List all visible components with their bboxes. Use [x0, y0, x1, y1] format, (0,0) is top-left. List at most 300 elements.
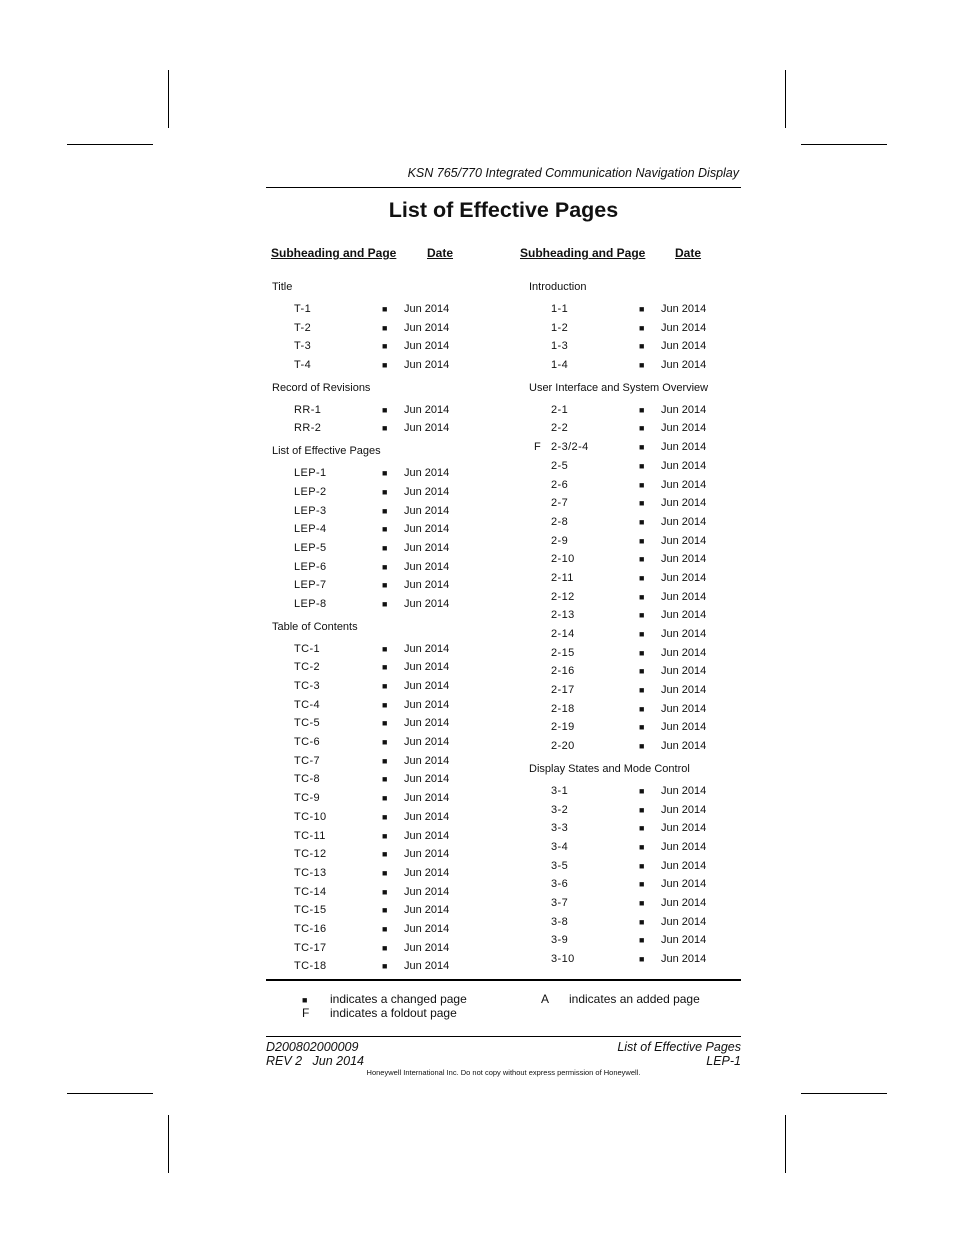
list-item	[272, 677, 472, 696]
legend-added-text: indicates an added page	[569, 992, 700, 1006]
foldout-flag: F	[534, 441, 541, 454]
page-id: TC-4	[294, 698, 321, 711]
list-item	[529, 838, 739, 857]
changed-mark-icon: ■	[382, 561, 388, 572]
changed-mark-icon: ■	[639, 360, 645, 371]
page-id: 2-16	[551, 665, 575, 678]
section-label: Introduction	[529, 281, 587, 293]
list-item	[272, 696, 472, 715]
page-date: Jun 2014	[404, 922, 450, 935]
list-item	[272, 864, 472, 883]
page-date: Jun 2014	[661, 609, 707, 622]
changed-mark-icon: ■	[382, 830, 388, 841]
list-item	[272, 957, 472, 976]
page-id: TC-13	[294, 866, 327, 879]
page-date: Jun 2014	[661, 822, 707, 835]
page-id: 2-18	[551, 702, 575, 715]
changed-mark-icon: ■	[639, 916, 645, 927]
page-id: TC-16	[294, 922, 327, 935]
legend-foldout-symbol: F	[302, 1006, 310, 1020]
right-subheading-header: Subheading and Page	[520, 246, 646, 260]
crop-mark	[801, 1093, 887, 1094]
page-date: Jun 2014	[404, 717, 450, 730]
changed-mark-icon: ■	[382, 304, 388, 314]
list-item	[272, 827, 472, 846]
list-item	[272, 883, 472, 902]
page-id: TC-15	[294, 904, 327, 917]
changed-mark-icon: ■	[382, 811, 388, 822]
left-column	[272, 278, 472, 976]
section-label: List of Effective Pages	[272, 445, 381, 458]
page-date: Jun 2014	[404, 359, 450, 372]
page-id: 3-3	[551, 822, 569, 835]
page-id: TC-5	[294, 717, 321, 730]
page-date: Jun 2014	[661, 359, 707, 372]
crop-mark	[67, 144, 153, 145]
page-id: TC-8	[294, 773, 321, 786]
section-label: Record of Revisions	[272, 381, 371, 394]
page-date: Jun 2014	[661, 721, 707, 734]
crop-mark	[801, 144, 887, 145]
page-date: Jun 2014	[661, 915, 707, 928]
list-item	[529, 718, 739, 737]
footer-section: List of Effective Pages	[617, 1040, 741, 1054]
list-item	[529, 476, 739, 495]
page-date: Jun 2014	[661, 628, 707, 640]
list-item	[272, 770, 472, 789]
list-item	[272, 808, 472, 827]
page-date: Jun 2014	[404, 403, 450, 416]
changed-mark-icon: ■	[639, 535, 645, 546]
changed-mark-icon: ■	[382, 404, 388, 415]
page-date: Jun 2014	[404, 736, 450, 749]
changed-mark-icon: ■	[639, 341, 645, 352]
page-id: 1-2	[551, 321, 569, 334]
list-item	[272, 483, 472, 502]
page-id: 3-5	[551, 859, 569, 872]
list-item	[529, 801, 739, 820]
changed-mark-icon: ■	[639, 516, 645, 527]
page-id: 3-10	[551, 953, 575, 965]
header-rule	[266, 187, 741, 188]
page-date: Jun 2014	[661, 803, 707, 816]
changed-mark-icon: ■	[382, 341, 388, 352]
page-date: Jun 2014	[661, 684, 707, 697]
page-id: 1-3	[551, 340, 569, 353]
footer-left	[266, 1040, 364, 1068]
list-item	[529, 494, 739, 513]
list-item	[272, 595, 472, 614]
page-id: 2-17	[551, 684, 575, 697]
changed-mark-icon: ■	[382, 867, 388, 878]
changed-mark-icon: ■	[382, 542, 388, 553]
page-id: TC-6	[294, 736, 321, 749]
changed-mark-icon: ■	[382, 643, 388, 654]
list-item	[529, 625, 739, 644]
changed-mark-icon: ■	[639, 479, 645, 490]
page-id: LEP-5	[294, 541, 327, 554]
document-title: KSN 765/770 Integrated Communication Navigation Display	[407, 166, 739, 180]
changed-mark-icon: ■	[639, 572, 645, 583]
page-id: RR-1	[294, 403, 322, 416]
list-item	[529, 606, 739, 625]
page-date: Jun 2014	[661, 515, 707, 528]
page-id: T-1	[294, 303, 312, 315]
changed-mark-icon: ■	[382, 755, 388, 766]
page-date: Jun 2014	[661, 553, 707, 566]
list-item	[272, 939, 472, 958]
page-date: Jun 2014	[404, 321, 450, 334]
page-id: 2-12	[551, 590, 575, 603]
right-column	[529, 278, 739, 969]
list-item	[529, 419, 739, 438]
page-date: Jun 2014	[661, 478, 707, 491]
page-id: TC-14	[294, 885, 327, 898]
list-item	[529, 700, 739, 719]
changed-mark-icon: ■	[382, 505, 388, 516]
crop-mark	[168, 1115, 169, 1173]
list-item	[272, 464, 472, 483]
list-item	[529, 513, 739, 532]
crop-mark	[785, 70, 786, 128]
page-date: Jun 2014	[404, 960, 450, 973]
list-item	[529, 681, 739, 700]
list-item	[529, 875, 739, 894]
page-date: Jun 2014	[661, 934, 707, 947]
page-date: Jun 2014	[661, 702, 707, 715]
list-item	[529, 913, 739, 932]
page-date: Jun 2014	[404, 340, 450, 353]
page-date: Jun 2014	[404, 523, 450, 536]
changed-mark-icon: ■	[639, 741, 645, 752]
page-date: Jun 2014	[661, 422, 707, 435]
changed-mark-icon: ■	[382, 699, 388, 710]
page-date: Jun 2014	[404, 904, 450, 917]
changed-mark-icon: ■	[639, 804, 645, 815]
page-id: 2-2	[551, 422, 569, 435]
list-item	[529, 644, 739, 663]
page-id: 2-3/2-4	[551, 441, 589, 454]
page-date: Jun 2014	[661, 896, 707, 909]
page-title: List of Effective Pages	[388, 198, 619, 222]
changed-mark-icon: ■	[639, 879, 645, 890]
legend-changed-text: indicates a changed page	[330, 992, 467, 1006]
list-item	[529, 550, 739, 569]
page-id: TC-11	[294, 829, 326, 842]
page-id: T-4	[294, 359, 312, 372]
page-id: 2-15	[551, 646, 575, 659]
page-date: Jun 2014	[404, 303, 450, 315]
changed-mark-icon: ■	[382, 360, 388, 371]
changed-mark-icon: ■	[382, 662, 388, 673]
copyright-notice: Honeywell International Inc. Do not copy without express permission of Honeywell.	[366, 1068, 641, 1077]
page-date: Jun 2014	[661, 303, 707, 315]
changed-mark-icon: ■	[639, 685, 645, 696]
page-date: Jun 2014	[404, 810, 450, 823]
changed-mark-icon: ■	[382, 718, 388, 729]
list-item	[529, 857, 739, 876]
section-label: Title	[272, 281, 293, 293]
list-item	[272, 576, 472, 595]
page-id: 2-1	[551, 403, 569, 416]
left-date-header: Date	[427, 246, 454, 260]
changed-mark-icon: ■	[639, 703, 645, 714]
list-item	[529, 356, 739, 375]
page-id: 2-10	[551, 553, 575, 566]
changed-mark-icon: ■	[639, 823, 645, 834]
page-date: Jun 2014	[661, 878, 707, 891]
page-date: Jun 2014	[404, 560, 450, 573]
page-date: Jun 2014	[404, 941, 450, 954]
changed-mark-icon: ■	[639, 423, 645, 434]
page-date: Jun 2014	[404, 754, 450, 767]
page-date: Jun 2014	[661, 340, 707, 353]
legend-changed-symbol: ■	[302, 995, 308, 1005]
list-item	[272, 558, 472, 577]
page-date: Jun 2014	[404, 504, 450, 517]
page-id: 2-19	[551, 721, 575, 734]
legend-foldout-text: indicates a foldout page	[330, 1006, 457, 1020]
page-date: Jun 2014	[404, 661, 450, 674]
changed-mark-icon: ■	[639, 610, 645, 621]
changed-mark-icon: ■	[639, 629, 645, 639]
page-id: LEP-4	[294, 523, 327, 536]
legend-added-symbol: A	[541, 992, 550, 1006]
page-id: 2-9	[551, 534, 569, 547]
page-date: Jun 2014	[661, 571, 707, 584]
left-subheading-header: Subheading and Page	[271, 246, 397, 260]
changed-mark-icon: ■	[382, 737, 388, 748]
page-date: Jun 2014	[404, 422, 450, 435]
changed-mark-icon: ■	[639, 785, 645, 796]
changed-mark-icon: ■	[639, 554, 645, 565]
list-item	[529, 457, 739, 476]
list-item	[529, 931, 739, 950]
list-item	[529, 782, 739, 801]
page-id: 3-9	[551, 934, 569, 947]
page-id: TC-10	[294, 810, 327, 823]
footer-rule	[266, 1036, 741, 1037]
changed-mark-icon: ■	[639, 460, 645, 471]
page-date: Jun 2014	[404, 866, 450, 879]
list-item	[272, 300, 472, 319]
changed-mark-icon: ■	[639, 841, 645, 852]
page-date: Jun 2014	[661, 840, 707, 853]
list-item	[529, 950, 739, 969]
page-date: Jun 2014	[404, 792, 450, 805]
page-date: Jun 2014	[661, 497, 707, 510]
changed-mark-icon: ■	[382, 580, 388, 591]
page-id: 3-6	[551, 878, 569, 891]
list-item	[272, 920, 472, 939]
list-item	[272, 520, 472, 539]
list-item	[529, 737, 739, 756]
changed-mark-icon: ■	[639, 404, 645, 415]
list-item	[272, 733, 472, 752]
page-id: LEP-8	[294, 597, 327, 610]
list-item	[272, 752, 472, 771]
page-id: RR-2	[294, 422, 322, 435]
page-id: 3-8	[551, 915, 569, 928]
page-date: Jun 2014	[661, 665, 707, 678]
changed-mark-icon: ■	[639, 591, 645, 602]
changed-mark-icon: ■	[639, 897, 645, 908]
revision: REV 2 Jun 2014	[266, 1054, 364, 1068]
changed-mark-icon: ■	[382, 849, 388, 860]
page-id: 3-7	[551, 896, 569, 909]
page-date: Jun 2014	[404, 541, 450, 554]
page-id: T-3	[294, 340, 312, 353]
list-item	[272, 319, 472, 338]
page-id: TC-18	[294, 960, 327, 973]
section-label: Table of Contents	[272, 620, 358, 633]
changed-mark-icon: ■	[382, 322, 388, 333]
crop-mark	[67, 1093, 153, 1094]
changed-mark-icon: ■	[382, 598, 388, 609]
page-date: Jun 2014	[661, 321, 707, 334]
page-number: LEP-1	[706, 1054, 741, 1068]
section-label: User Interface and System Overview	[529, 381, 709, 394]
list-item	[529, 401, 739, 420]
crop-mark	[785, 1115, 786, 1173]
page-date: Jun 2014	[404, 829, 450, 842]
list-item	[272, 356, 472, 375]
page-id: 2-20	[551, 740, 575, 753]
list-item	[529, 894, 739, 913]
page-id: 3-2	[551, 803, 569, 816]
changed-mark-icon: ■	[382, 468, 388, 479]
page-id: LEP-6	[294, 560, 327, 573]
changed-mark-icon: ■	[382, 486, 388, 497]
page-date: Jun 2014	[404, 467, 450, 480]
page-id: LEP-3	[294, 504, 327, 517]
changed-mark-icon: ■	[639, 666, 645, 677]
page-date: Jun 2014	[404, 597, 450, 610]
page-id: 2-5	[551, 459, 569, 472]
changed-mark-icon: ■	[382, 942, 388, 953]
list-item	[272, 401, 472, 420]
page-id: 2-6	[551, 478, 569, 491]
list-item	[272, 714, 472, 733]
list-item	[272, 419, 472, 438]
changed-mark-icon: ■	[382, 524, 388, 535]
list-item	[272, 539, 472, 558]
page-date: Jun 2014	[404, 698, 450, 711]
changed-mark-icon: ■	[639, 722, 645, 733]
list-item	[272, 845, 472, 864]
page-id: TC-1	[294, 642, 321, 655]
changed-mark-icon: ■	[639, 498, 645, 509]
page-id: TC-7	[294, 754, 321, 767]
changed-mark-icon: ■	[382, 774, 388, 785]
page-date: Jun 2014	[404, 773, 450, 786]
list-item	[272, 901, 472, 920]
page-id: TC-2	[294, 661, 321, 674]
page-date: Jun 2014	[661, 534, 707, 547]
footer-right	[617, 1040, 741, 1068]
page-date: Jun 2014	[404, 885, 450, 898]
document-number: D200802000009	[266, 1040, 359, 1054]
list-item	[272, 502, 472, 521]
page-id: 3-1	[551, 784, 569, 797]
page-id: 2-13	[551, 609, 575, 622]
right-date-header: Date	[675, 246, 702, 260]
page-date: Jun 2014	[404, 680, 450, 692]
table-bottom-rule	[266, 979, 741, 981]
page-id: TC-12	[294, 848, 327, 861]
list-item	[272, 789, 472, 808]
page-date: Jun 2014	[404, 579, 450, 592]
page-id: 1-1	[551, 303, 569, 315]
page-date: Jun 2014	[661, 590, 707, 603]
changed-mark-icon: ■	[639, 304, 645, 314]
page-id: 1-4	[551, 359, 569, 372]
list-item	[529, 662, 739, 681]
list-item	[272, 658, 472, 677]
changed-mark-icon: ■	[639, 935, 645, 946]
page-id: LEP-1	[294, 467, 327, 480]
page-date: Jun 2014	[661, 740, 707, 753]
changed-mark-icon: ■	[639, 322, 645, 333]
list-item	[529, 438, 739, 457]
page-id: LEP-7	[294, 579, 327, 592]
page-id: 2-11	[551, 571, 574, 584]
page-id: TC-17	[294, 941, 327, 954]
section-label: Display States and Mode Control	[529, 762, 690, 775]
page-date: Jun 2014	[661, 403, 707, 416]
list-item	[529, 319, 739, 338]
page-date: Jun 2014	[661, 459, 707, 472]
list-item	[529, 337, 739, 356]
list-item	[529, 532, 739, 551]
page-date: Jun 2014	[661, 646, 707, 659]
changed-mark-icon: ■	[382, 905, 388, 916]
changed-mark-icon: ■	[639, 954, 645, 964]
list-item	[529, 300, 739, 319]
changed-mark-icon: ■	[382, 793, 388, 804]
changed-mark-icon: ■	[382, 681, 388, 691]
page-date: Jun 2014	[661, 441, 707, 454]
page-id: TC-9	[294, 792, 321, 805]
changed-mark-icon: ■	[382, 423, 388, 434]
changed-mark-icon: ■	[639, 860, 645, 871]
changed-mark-icon: ■	[639, 647, 645, 658]
page-id: 3-4	[551, 840, 569, 853]
changed-mark-icon: ■	[382, 886, 388, 897]
page-id: 2-8	[551, 515, 569, 528]
page-date: Jun 2014	[661, 859, 707, 872]
list-item	[272, 337, 472, 356]
page-id: 2-14	[551, 628, 575, 640]
page-date: Jun 2014	[404, 848, 450, 861]
list-item	[529, 588, 739, 607]
list-item	[272, 640, 472, 659]
page-id: TC-3	[294, 680, 321, 692]
changed-mark-icon: ■	[382, 961, 388, 972]
changed-mark-icon: ■	[639, 442, 645, 453]
list-item	[529, 569, 739, 588]
list-item	[529, 819, 739, 838]
crop-mark	[168, 70, 169, 128]
page-id: 2-7	[551, 497, 569, 510]
changed-mark-icon: ■	[382, 923, 388, 934]
page-date: Jun 2014	[661, 784, 707, 797]
page-date: Jun 2014	[404, 642, 450, 655]
page-date: Jun 2014	[661, 953, 707, 965]
page-id: LEP-2	[294, 485, 327, 498]
page-date: Jun 2014	[404, 485, 450, 498]
page-id: T-2	[294, 321, 312, 334]
